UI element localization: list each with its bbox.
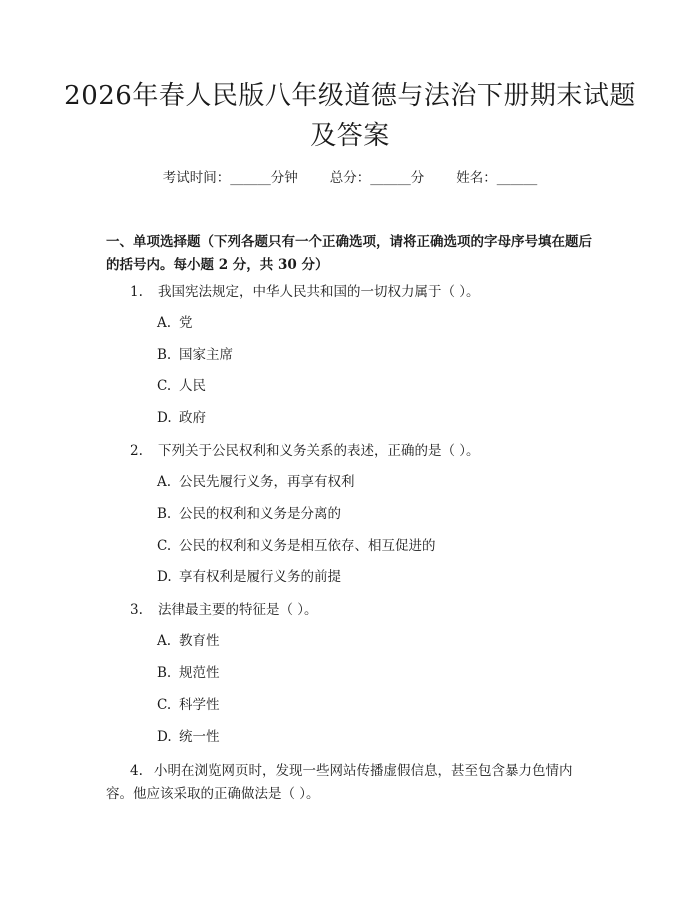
option-label: C. xyxy=(157,378,172,394)
option-text: 公民的权利和义务是相互依存、相互促进的 xyxy=(179,538,436,554)
total-score-field: 总分：______分 xyxy=(329,170,425,186)
question-2 xyxy=(130,441,480,461)
question-text: 下列关于公民权利和义务关系的表述，正确的是（ ）。 xyxy=(158,443,480,459)
section-heading: 一、单项选择题（下列各题只有一个正确选项，请将正确选项的字母序号填在题后的括号内。每小题 2 分，共 30 分） xyxy=(106,234,592,273)
option-label: B. xyxy=(157,665,172,681)
option-label: A. xyxy=(157,633,172,649)
option-2d xyxy=(157,567,341,587)
option-text: 科学性 xyxy=(179,697,220,713)
name-field: 姓名：______ xyxy=(456,170,538,186)
option-text: 教育性 xyxy=(179,633,220,649)
option-text: 规范性 xyxy=(179,665,220,681)
question-text: 法律最主要的特征是（ ）。 xyxy=(158,602,318,618)
option-label: B. xyxy=(157,506,172,522)
option-text: 统一性 xyxy=(179,729,220,745)
page-title: 2026年春人民版八年级道德与法治下册期末试题及答案 xyxy=(64,81,636,151)
question-4 xyxy=(106,760,596,806)
option-3d xyxy=(157,727,220,747)
option-1d xyxy=(157,408,206,428)
option-label: A. xyxy=(157,315,172,331)
option-text: 政府 xyxy=(179,410,206,426)
option-label: D. xyxy=(157,729,172,745)
question-text: 我国宪法规定，中华人民共和国的一切权力属于（ ）。 xyxy=(158,284,480,300)
option-3b xyxy=(157,663,220,683)
exam-info-line xyxy=(0,168,700,188)
question-3 xyxy=(130,600,318,620)
option-label: A. xyxy=(157,474,172,490)
option-3c xyxy=(157,695,220,715)
option-2b xyxy=(157,504,341,524)
question-number: 1. xyxy=(130,284,143,300)
option-label: D. xyxy=(157,410,172,426)
option-2c xyxy=(157,536,436,556)
option-text: 公民的权利和义务是分离的 xyxy=(179,506,341,522)
option-label: D. xyxy=(157,569,172,585)
question-number: 4. xyxy=(130,763,143,779)
option-text: 享有权利是履行义务的前提 xyxy=(179,569,341,585)
option-text: 国家主席 xyxy=(179,347,233,363)
question-number: 3. xyxy=(130,602,143,618)
option-3a xyxy=(157,631,220,651)
option-text: 人民 xyxy=(179,378,206,394)
option-text: 公民先履行义务，再享有权利 xyxy=(179,474,355,490)
question-text: 小明在浏览网页时，发现一些网站传播虚假信息，甚至包含暴力色情内容。他应该采取的正确做法是（ ）。 xyxy=(106,763,573,802)
option-2a xyxy=(157,472,355,492)
option-1b xyxy=(157,345,233,365)
option-1a xyxy=(157,313,193,333)
question-1 xyxy=(130,282,480,302)
option-label: B. xyxy=(157,347,172,363)
exam-time-field: 考试时间：______分钟 xyxy=(162,170,298,186)
option-1c xyxy=(157,376,206,396)
option-text: 党 xyxy=(179,315,193,331)
option-label: C. xyxy=(157,697,172,713)
question-number: 2. xyxy=(130,443,143,459)
option-label: C. xyxy=(157,538,172,554)
